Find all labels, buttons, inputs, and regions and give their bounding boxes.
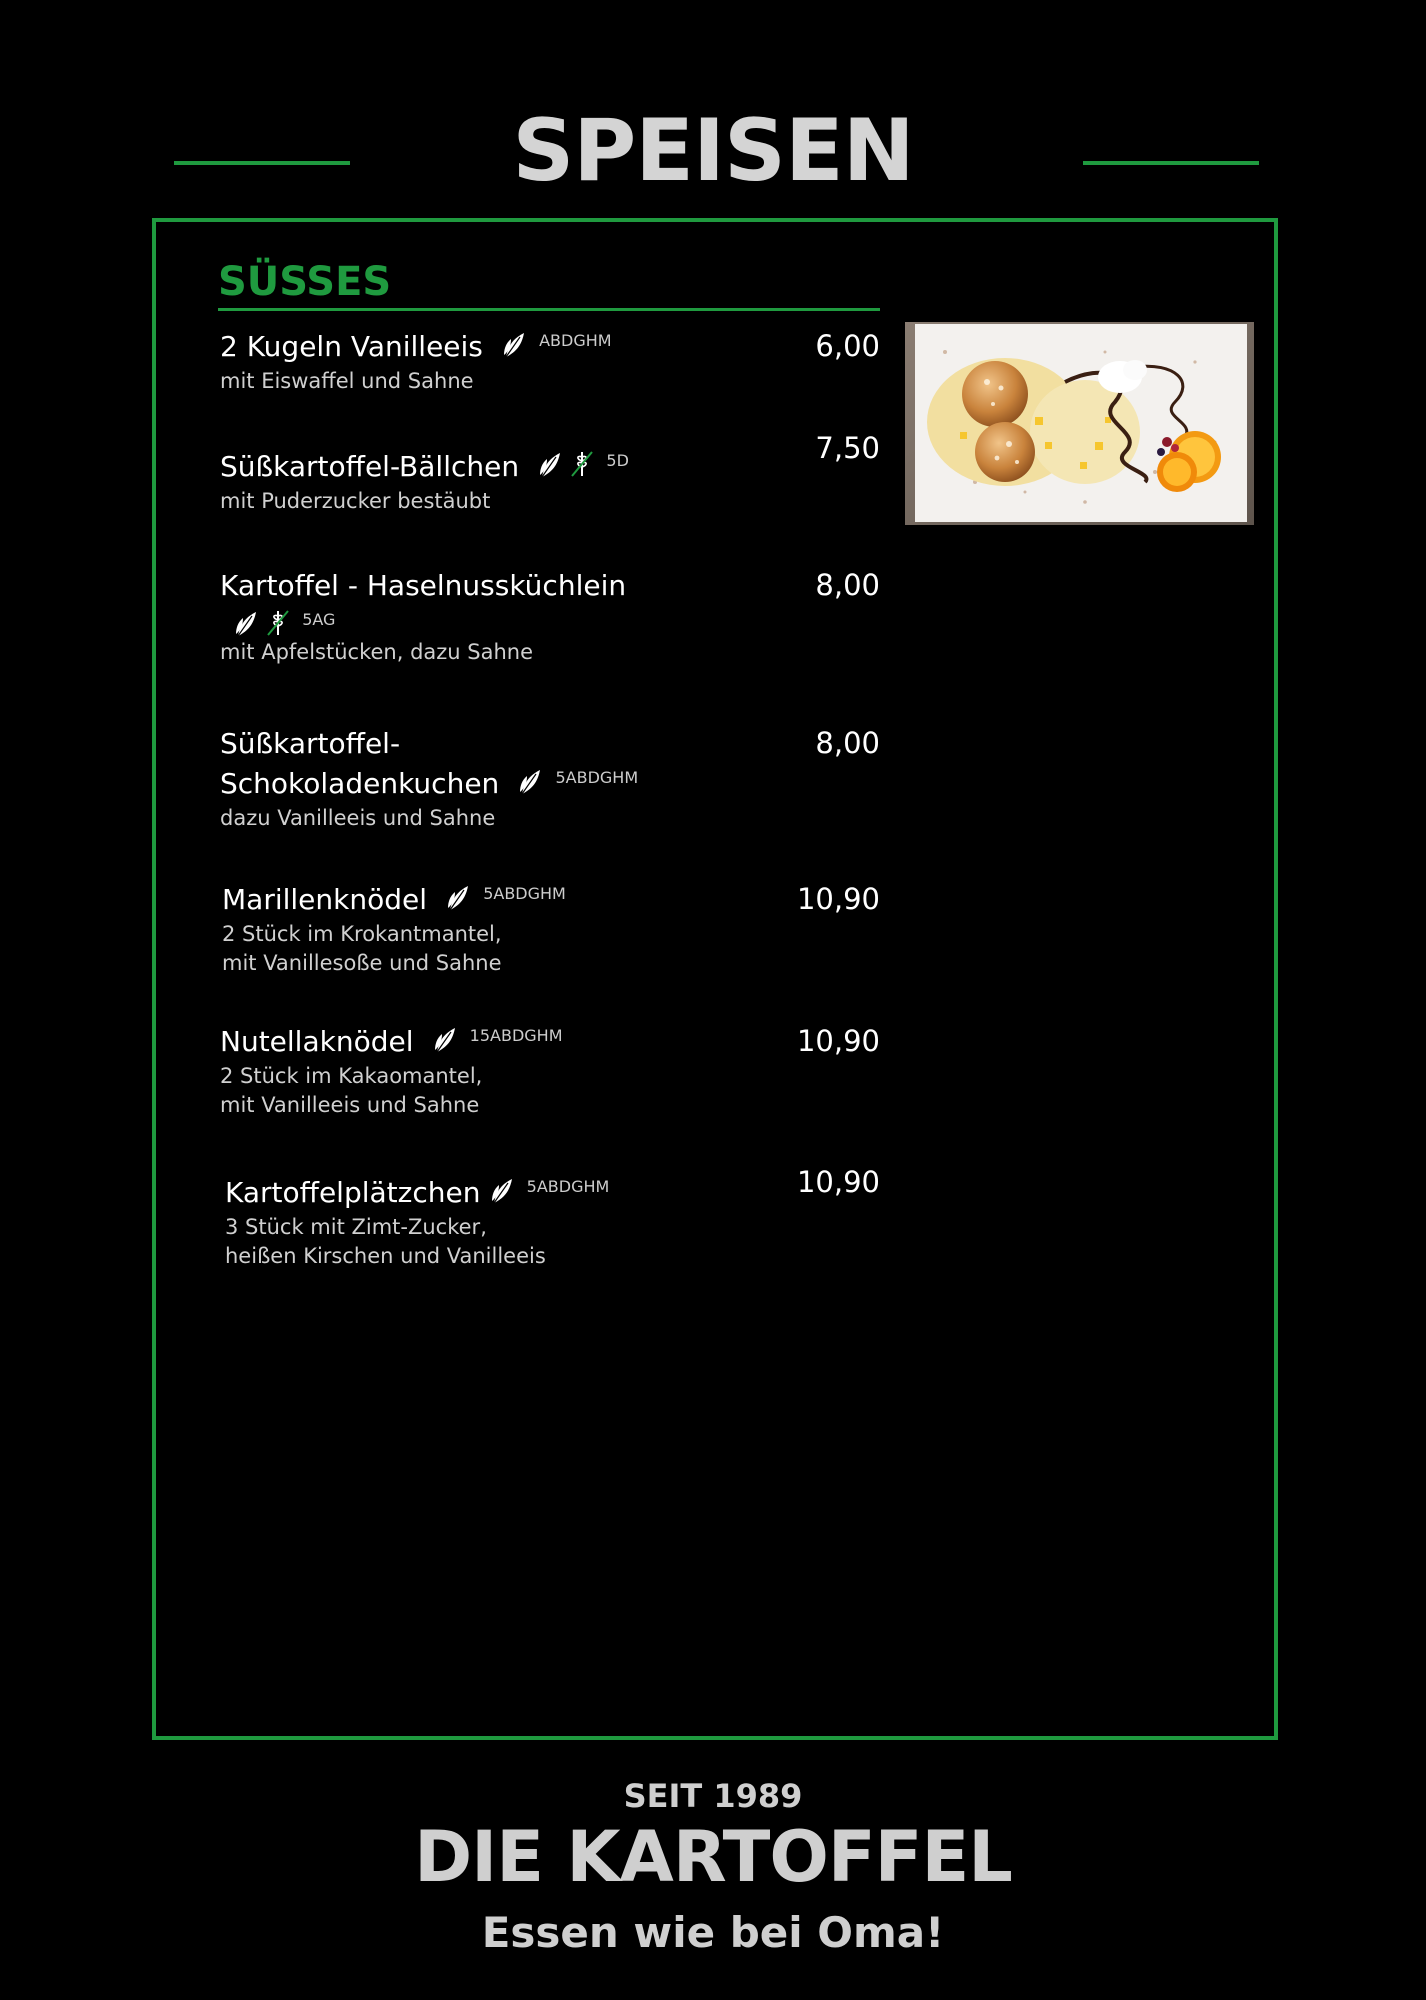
page-title: SPEISEN bbox=[512, 101, 914, 201]
allergen-codes: 5ABDGHM bbox=[555, 768, 639, 787]
item-description: mit Eiswaffel und Sahne bbox=[220, 369, 474, 393]
allergen-codes: 5ABDGHM bbox=[483, 884, 566, 903]
item-badges bbox=[490, 1175, 610, 1205]
dessert-photo bbox=[905, 322, 1254, 525]
list-item bbox=[220, 327, 880, 396]
leaf-icon bbox=[446, 882, 472, 912]
item-badges bbox=[433, 1024, 563, 1054]
leaf-icon bbox=[502, 329, 528, 359]
section-heading: SÜSSES bbox=[218, 259, 392, 305]
item-description: 2 Stück im Kakaomantel, mit Vanilleeis und Sahne bbox=[220, 1064, 483, 1117]
item-badges bbox=[446, 882, 566, 912]
gluten-free-icon bbox=[569, 449, 595, 479]
footer-slogan: Essen wie bei Oma! bbox=[481, 1908, 945, 1957]
item-price: 7,50 bbox=[815, 431, 880, 465]
leaf-icon bbox=[538, 449, 564, 479]
item-price: 10,90 bbox=[796, 1165, 880, 1199]
list-item bbox=[225, 1165, 885, 1271]
gluten-free-icon bbox=[265, 608, 291, 638]
item-badges bbox=[234, 608, 335, 638]
leaf-icon bbox=[433, 1024, 459, 1054]
allergen-codes: 5D bbox=[606, 451, 629, 470]
item-price: 6,00 bbox=[815, 329, 880, 363]
footer-since: SEIT 1989 bbox=[623, 1777, 803, 1815]
list-item bbox=[220, 724, 880, 833]
item-name: Marillenknödel bbox=[222, 883, 428, 916]
list-item bbox=[220, 431, 880, 516]
item-description: mit Puderzucker bestäubt bbox=[220, 489, 491, 513]
item-price: 8,00 bbox=[815, 726, 880, 760]
item-price: 8,00 bbox=[815, 568, 880, 602]
list-item bbox=[222, 880, 882, 978]
item-description: 3 Stück mit Zimt-Zucker, heißen Kirschen und Vanilleeis bbox=[225, 1215, 546, 1268]
title-rule-right bbox=[1083, 161, 1259, 165]
item-description: 2 Stück im Krokantmantel, mit Vanillesoße und Sahne bbox=[222, 922, 502, 975]
item-price: 10,90 bbox=[796, 1024, 880, 1058]
item-description: mit Apfelstücken, dazu Sahne bbox=[220, 640, 534, 664]
allergen-codes: ABDGHM bbox=[539, 331, 612, 350]
footer-brand: DIE KARTOFFEL bbox=[414, 1816, 1012, 1898]
item-name: 2 Kugeln Vanilleeis bbox=[220, 330, 483, 363]
item-description: dazu Vanilleeis und Sahne bbox=[220, 806, 496, 830]
list-item bbox=[220, 566, 880, 667]
item-price: 10,90 bbox=[796, 882, 880, 916]
item-badges bbox=[538, 449, 629, 479]
leaf-icon bbox=[234, 608, 260, 638]
leaf-icon bbox=[518, 766, 544, 796]
section-rule bbox=[218, 308, 880, 311]
item-name: Nutellaknödel bbox=[220, 1025, 414, 1058]
allergen-codes: 15ABDGHM bbox=[469, 1026, 563, 1045]
allergen-codes: 5ABDGHM bbox=[526, 1177, 610, 1196]
allergen-codes: 5AG bbox=[302, 610, 336, 629]
item-badges bbox=[502, 329, 612, 359]
item-badges bbox=[518, 766, 638, 796]
list-item bbox=[220, 1022, 880, 1120]
leaf-icon bbox=[490, 1175, 516, 1205]
item-name: Kartoffelplätzchen bbox=[225, 1176, 481, 1209]
item-name: Süßkartoffel-Bällchen bbox=[220, 450, 520, 483]
item-name: Süßkartoffel- Schokoladenkuchen bbox=[220, 727, 500, 800]
item-name: Kartoffel - Haselnussküchlein bbox=[220, 569, 627, 602]
